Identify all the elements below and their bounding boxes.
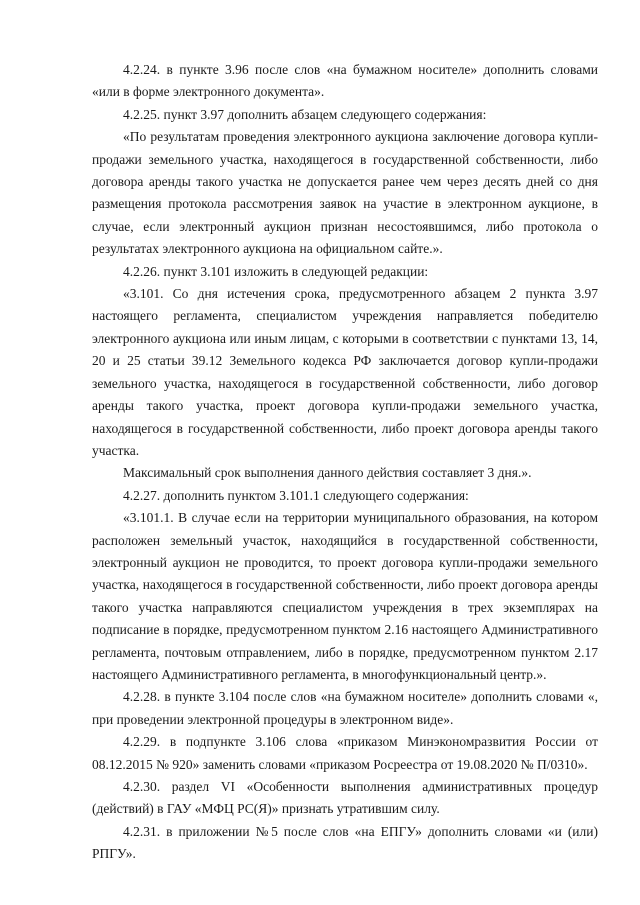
paragraph-4-2-24: 4.2.24. в пункте 3.96 после слов «на бумажном носителе» дополнить словами «или в форме электронного документа».	[92, 62, 598, 100]
paragraph-4-2-29: 4.2.29. в подпункте 3.106 слова «приказом Минэкономразвития России от 08.12.2015 № 920» заменить словами «приказом Росреестра от 19.08.2020 № П/0310».	[92, 734, 598, 772]
paragraph-4-2-26: 4.2.26. пункт 3.101 изложить в следующей редакции:	[123, 263, 429, 279]
paragraph-4-2-25: 4.2.25. пункт 3.97 дополнить абзацем следующего содержания:	[123, 106, 487, 122]
paragraph-4-2-28: 4.2.28. в пункте 3.104 после слов «на бумажном носителе» дополнить словами «, при проведении электронной процедуры в электронном виде».	[92, 689, 598, 727]
paragraph-4-2-27: 4.2.27. дополнить пунктом 3.101.1 следующего содержания:	[123, 487, 469, 503]
paragraph-3-101-1-quote: «3.101.1. В случае если на территории муниципального образования, на котором расположен земельный участок, находящийся в государственной собственности, электронный аукцион не проводится, то проект договора купли-продажи земельного участка, находящегося в государственной собственности, либо проект договора аренды такого участка направляются специалистом учреждения в трех экземплярах на подписание в порядке, предусмотренном пунктом 2.16 настоящего Административного регламента, почтовым отправлением, либо в порядке, предусмотренном пунктом 2.17 настоящего Административного регламента, в многофункциональный центр.».	[92, 510, 598, 682]
paragraph-4-2-31: 4.2.31. в приложении №5 после слов «на ЕПГУ» дополнить словами «и (или) РПГУ».	[92, 823, 598, 862]
paragraph-4-2-25-quote: «По результатам проведения электронного аукциона заключение договора купли-продажи земельного участка, находящегося в государственной собственности, либо договора аренды такого участка не допускается ранее чем через десять дней со дня размещения протокола рассмотрения заявок на участие в электронном аукционе, в случае, если электронный аукцион признан несостоявшимся, либо протокола о результатах электронного аукциона на официальном сайте.».	[92, 129, 598, 257]
paragraph-3-101-quote: «3.101. Со дня истечения срока, предусмотренного абзацем 2 пункта 3.97 настоящего регламента, специалистом учреждения направляется победителю электронного аукциона или иным лицам, с которыми в соответствии с пунктами 13, 14, 20 и 25 статьи 39.12 Земельного кодекса РФ заключается договор купли-продажи земельного участка, находящегося в государственной собственности, либо договор аренды такого участка, проект договора купли-продажи земельного участка, находящегося в государственной собственности, либо проект договора аренды такого участка.	[92, 286, 598, 458]
paragraph-max-term: Максимальный срок выполнения данного действия составляет 3 дня.».	[123, 465, 532, 481]
document-body	[92, 59, 598, 866]
paragraph-4-2-30: 4.2.30. раздел VI «Особенности выполнения административных процедур (действий) в ГАУ «МФЦ РС(Я)» признать утратившим силу.	[92, 779, 598, 817]
